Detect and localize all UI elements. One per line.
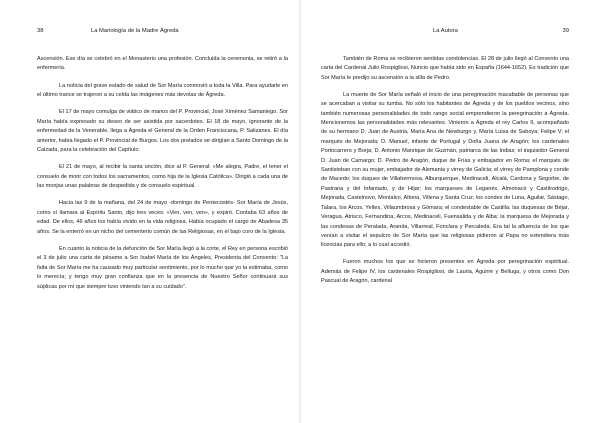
paragraph: La noticia del grave estado de salud de Sor María conmovió a toda la Villa. Para ayudarle en el último trance se trajeron a su celda las imágenes más devotas de Ágreda. bbox=[37, 82, 288, 99]
right-page bbox=[300, 0, 600, 423]
paragraph: Hacia las 9 de la mañana, del 24 de mayo -domingo de Pentecostés- Sor María de Jesús, como sí llamara al Espíritu Santo, dijo tres veces: «Ven, ven, ven», y expiró. Contaba 63 años de edad. De ellos, 46 años los había vivido en la vida religiosa. Había ocupado el cargo de Abadesa 35 años. Se la enterró en un nicho del cementerio común de las Religiosas, en el bajo coro de la Iglesia. bbox=[37, 200, 288, 235]
right-running-title: La Autora bbox=[433, 28, 458, 34]
paragraph: En cuanto la noticia de la defunción de Sor María llegó a la corte, el Rey en persona escribió el 3 de julio una carta de pésame a Sor Isabel María de los Ángeles, Presidenta del Convento: "La falta de Sor María me ha causado muy particular sentimiento, por lo mucho que yo la estimaba, como lo merecía; y tengo muy gran confianza que en la presencia de Nuestro Señor continuará sus súplicas por mí que siempre tuvo viniendo tan a su cuidado". bbox=[37, 245, 288, 290]
paragraph: La muerte de Sor María señaló el inicio de una peregrinación inacabable de personas que se acercaban a visitar su tumba. No sólo los habitantes de Ágreda y de los pueblos vecinos, sino también numerosas personalidades de todo rango social emprendieron la peregrinación a Ágreda. Mencionemos las personalidades más relevantes. Vinieron a Ágreda el rey Carlos II, acompañado de su hermano D. Juan de Austria, María Ana de Newburgo y, María Luisa de Saboya; Felipe V; el marqués de Mejorada; D. Manuel, infante de Portugal y Doña Juana de Aragón; los cardenales Portocarrero y Borja; D. Antonio Manrique de Guzmán, patriarca de las Indias; el inquisidor General D. Juan de Camargo; D. Pedro de Aragón, duque de Frías y embajador en Roma; el marqués de Santisteban con su mujer, embajador de Alemania y virrey de Galicia; el virrey de Pamplona y conde de Macedo; los duques de Villahermosa, Alburquerque, Medinaceli, Alcalá, Cardona y Segorbe, de Pastrana y del Infantado, y de Híjar; los marqueses de Leganés, Almonacir y Castilrodrigo, Mejorada, Castelnovo, Montalvo, Altona, Villena y Santa Cruz; los condes de Luna, Aguilar, Sástago, Talara, los Arcos, Yeltes, Villaumbrosa y Gómara; el condestable de Castilla: las duquesas de Béjar, Veragua, Atrisco, Fernandina, Arcos, Medinaceli, Fuensalida y de Alba; la marquesa de Mejorada y las condesas de Peralada, Aranda, Villarreal, Fonclara y Percaleda. Era tal la afluencia de los que venían a visitar el sepulcro de Sor María que las religiosas pidieron al Papa no extendiera más licencias para ello; a lo cual accedió. bbox=[321, 91, 569, 249]
paragraph: Fueron muchos los que se hicieron presentes en Ágreda por peregrinación espiritual. Además de Felipe IV, los cardenales Rospigliosi, de Lauria, Aguirre y Belluga, y otros como Don Pascual de Aragón, cardenal bbox=[321, 259, 569, 285]
left-page-body bbox=[37, 55, 288, 292]
paragraph: Ascensión. Ese día se celebró en el Monasterio una profesión. Concluida la ceremonia, se retiró a la enfermería. bbox=[37, 56, 288, 72]
paragraph: También de Roma se recibieron sentidas condolencias. El 28 de julio llegó al Convento una carta del Cardenal Julio Rospigliosi, Nuncio que había sido en España (1644-1652). Es tradición que Sor María le predijo su ascensión a la silla de Pedro. bbox=[321, 56, 569, 81]
left-page-number: 38 bbox=[37, 28, 44, 34]
paragraph: El 17 de mayo comulga de viático de manos del P. Provincial, José Ximénez Samaniego. Sor María había expresado su deseo de ser asistida por sacerdotes. El 18 de mayo, ignorante de la enfermedad de la Venerable, llega a Ágreda el General de la Orden Franciscana, P. Salizanes. El día anterior, había llegado el P. Provincial de Burgos. Los dos prelados se dirigían a Santo Domingo de la Calzada, para la celebración del Capítulo. bbox=[37, 109, 288, 154]
left-running-title: La Mariología de la Madre Ágreda bbox=[91, 28, 179, 34]
right-page-number: 39 bbox=[562, 28, 569, 34]
left-page-header bbox=[37, 24, 288, 38]
paragraph: El 21 de mayo, al recibir la santa unción, dice al P. General: «Me alegra, Padre, el tener el consuelo de morir con todos los sacramentos, como hija de la Iglesia Católica». Dirigió a cada una de las monjas unas palabras de despedida y de consuelo espiritual. bbox=[37, 164, 288, 190]
right-page-header bbox=[321, 24, 569, 38]
right-page-body bbox=[321, 55, 569, 287]
